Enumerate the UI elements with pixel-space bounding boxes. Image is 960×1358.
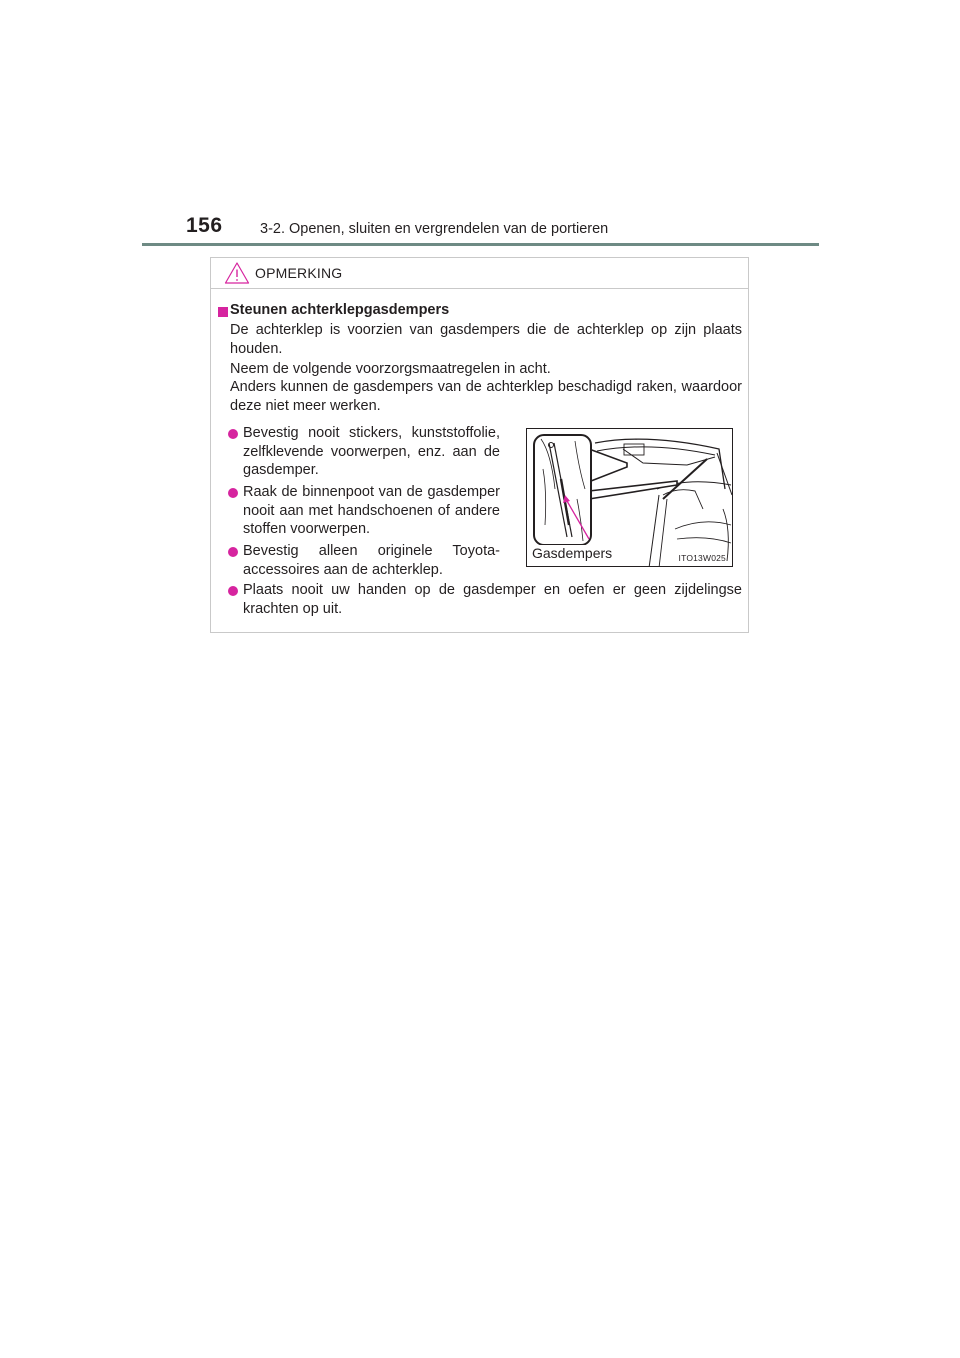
warning-icon [224,261,250,285]
bullet-text: Bevestig alleen originele Toyota-accessoires aan de achterklep. [243,543,500,578]
bullet-text: Plaats nooit uw handen op de gasdemper en oefen er geen zijdelingse krachten op uit. [243,582,742,617]
paragraph-2-line-2: Anders kunnen de gasdempers van de achterklep beschadigd raken, waardoor deze niet meer werken. [230,379,742,414]
bullet-dot [228,488,238,498]
bullet-dot [228,547,238,557]
page-number: 156 [186,214,223,237]
heading-square [218,307,228,317]
notice-label: OPMERKING [255,265,343,281]
paragraph-2-line-1: Neem de volgende voorzorgsmaatregelen in acht. [230,361,551,377]
figure-code: ITO13W025 [678,553,726,563]
figure-label: Gasdempers [532,545,613,561]
gas-strut-figure [526,428,733,567]
notice-header [211,258,748,289]
notice-box [210,257,749,633]
bullet-text: Raak de binnenpoot van de gasdemper nooit aan met handschoenen of andere stoffen voorwerpen. [243,484,500,537]
bullet-dot [228,586,238,596]
bullet-text: Bevestig nooit stickers, kunststoffolie, zelfklevende voorwerpen, enz. aan de gasdemper. [243,425,500,478]
section-title: 3-2. Openen, sluiten en vergrendelen van de portieren [260,221,609,237]
header-rule [142,243,819,246]
notice-heading: Steunen achterklepgasdempers [230,302,450,318]
paragraph-1: De achterklep is voorzien van gasdempers die de achterklep op zijn plaats houden. [230,322,742,357]
bullet-dot [228,429,238,439]
